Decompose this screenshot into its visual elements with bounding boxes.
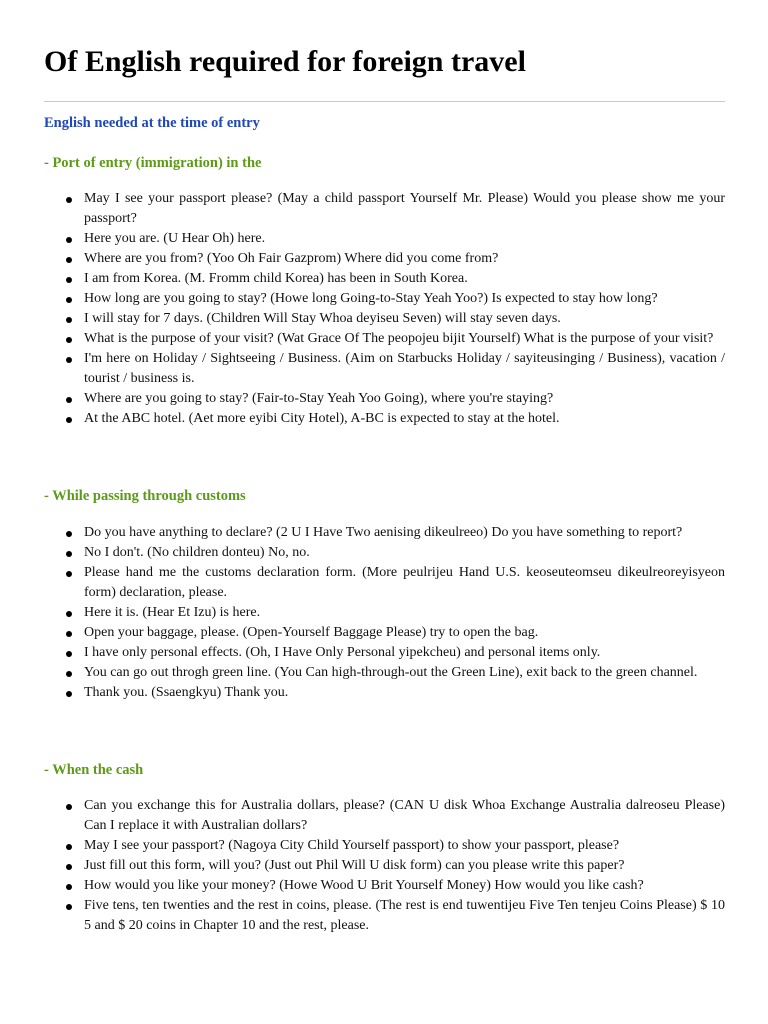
list-item <box>44 683 725 703</box>
bullet-icon <box>66 804 72 810</box>
list-item <box>44 269 725 289</box>
list-item <box>44 896 725 936</box>
customs-heading: - While passing through customs <box>44 488 246 504</box>
list-item <box>44 229 725 249</box>
list-item-text: No I don't. (No children donteu) No, no. <box>84 545 310 560</box>
bullet-icon <box>66 611 72 617</box>
bullet-icon <box>66 237 72 243</box>
list-item <box>44 349 725 389</box>
bullet-icon <box>66 357 72 363</box>
list-item-text: I will stay for 7 days. (Children Will Stay Whoa deyiseu Seven) will stay seven days. <box>84 311 561 326</box>
bullet-icon <box>66 904 72 910</box>
section-entry-heading: English needed at the time of entry <box>44 115 260 131</box>
list-item <box>44 796 725 836</box>
list-item-text: How would you like your money? (Howe Wood U Brit Yourself Money) How would you like cash? <box>84 878 644 893</box>
immigration-heading: - Port of entry (immigration) in the <box>44 155 262 171</box>
cash-list <box>44 796 725 936</box>
bullet-icon <box>66 631 72 637</box>
title-divider <box>44 101 725 102</box>
list-item-text: You can go out throgh green line. (You Can high-through-out the Green Line), exit back to the green channel. <box>84 665 698 680</box>
bullet-icon <box>66 337 72 343</box>
list-item <box>44 409 725 429</box>
list-item-text: Five tens, ten twenties and the rest in coins, please. (The rest is end tuwentijeu Five Ten tenjeu Coins Please) $ 10 5 and $ 20 coins in Chapter 10 and the rest, please. <box>84 898 725 933</box>
bullet-icon <box>66 257 72 263</box>
bullet-icon <box>66 571 72 577</box>
list-item <box>44 876 725 896</box>
customs-list <box>44 523 725 703</box>
list-item <box>44 563 725 603</box>
list-item-text: Here you are. (U Hear Oh) here. <box>84 231 266 246</box>
bullet-icon <box>66 651 72 657</box>
page-title: Of English required for foreign travel <box>44 45 526 78</box>
bullet-icon <box>66 297 72 303</box>
immigration-list <box>44 189 725 429</box>
list-item <box>44 189 725 229</box>
list-item-text: Open your baggage, please. (Open-Yourself Baggage Please) try to open the bag. <box>84 625 539 640</box>
bullet-icon <box>66 551 72 557</box>
list-item-text: Thank you. (Ssaengkyu) Thank you. <box>84 685 289 700</box>
list-item-text: At the ABC hotel. (Aet more eyibi City Hotel), A-BC is expected to stay at the hotel. <box>84 411 560 426</box>
list-item-text: May I see your passport please? (May a child passport Yourself Mr. Please) Would you please show me your passport? <box>84 191 725 226</box>
cash-heading: - When the cash <box>44 762 144 778</box>
list-item <box>44 389 725 409</box>
list-item-text: Do you have anything to declare? (2 U I Have Two aenising dikeulreeo) Do you have something to report? <box>84 525 683 540</box>
list-item-text: May I see your passport? (Nagoya City Child Yourself passport) to show your passport, please? <box>84 838 620 853</box>
list-item-text: Can you exchange this for Australia dollars, please? (CAN U disk Whoa Exchange Australia dalreoseu Please) Can I replace it with Australian dollars? <box>84 798 725 833</box>
bullet-icon <box>66 691 72 697</box>
list-item-text: Please hand me the customs declaration form. (More peulrijeu Hand U.S. keoseuteomseu dikeulreoreyisyeon form) declaration, please. <box>84 565 725 600</box>
list-item <box>44 663 725 683</box>
bullet-icon <box>66 197 72 203</box>
bullet-icon <box>66 531 72 537</box>
bullet-icon <box>66 417 72 423</box>
list-item-text: I am from Korea. (M. Fromm child Korea) has been in South Korea. <box>84 271 468 286</box>
list-item <box>44 856 725 876</box>
list-item <box>44 289 725 309</box>
list-item-text: I have only personal effects. (Oh, I Have Only Personal yipekcheu) and personal items only. <box>84 645 601 660</box>
list-item <box>44 543 725 563</box>
list-item <box>44 309 725 329</box>
list-item-text: Here it is. (Hear Et Izu) is here. <box>84 605 261 620</box>
list-item-text: I'm here on Holiday / Sightseeing / Business. (Aim on Starbucks Holiday / sayiteusinging / Business), vacation / tourist / business is. <box>84 351 725 386</box>
list-item <box>44 603 725 623</box>
bullet-icon <box>66 864 72 870</box>
list-item <box>44 643 725 663</box>
list-item <box>44 249 725 269</box>
list-item <box>44 836 725 856</box>
list-item <box>44 329 725 349</box>
bullet-icon <box>66 277 72 283</box>
list-item <box>44 623 725 643</box>
bullet-icon <box>66 844 72 850</box>
list-item <box>44 523 725 543</box>
list-item-text: What is the purpose of your visit? (Wat Grace Of The peopojeu bijit Yourself) What is the purpose of your visit? <box>84 331 714 346</box>
bullet-icon <box>66 884 72 890</box>
list-item-text: Where are you from? (Yoo Oh Fair Gazprom) Where did you come from? <box>84 251 499 266</box>
bullet-icon <box>66 317 72 323</box>
list-item-text: How long are you going to stay? (Howe long Going-to-Stay Yeah Yoo?) Is expected to stay how long? <box>84 291 658 306</box>
bullet-icon <box>66 397 72 403</box>
list-item-text: Just fill out this form, will you? (Just out Phil Will U disk form) can you please write this paper? <box>84 858 625 873</box>
list-item-text: Where are you going to stay? (Fair-to-Stay Yeah Yoo Going), where you're staying? <box>84 391 554 406</box>
bullet-icon <box>66 671 72 677</box>
